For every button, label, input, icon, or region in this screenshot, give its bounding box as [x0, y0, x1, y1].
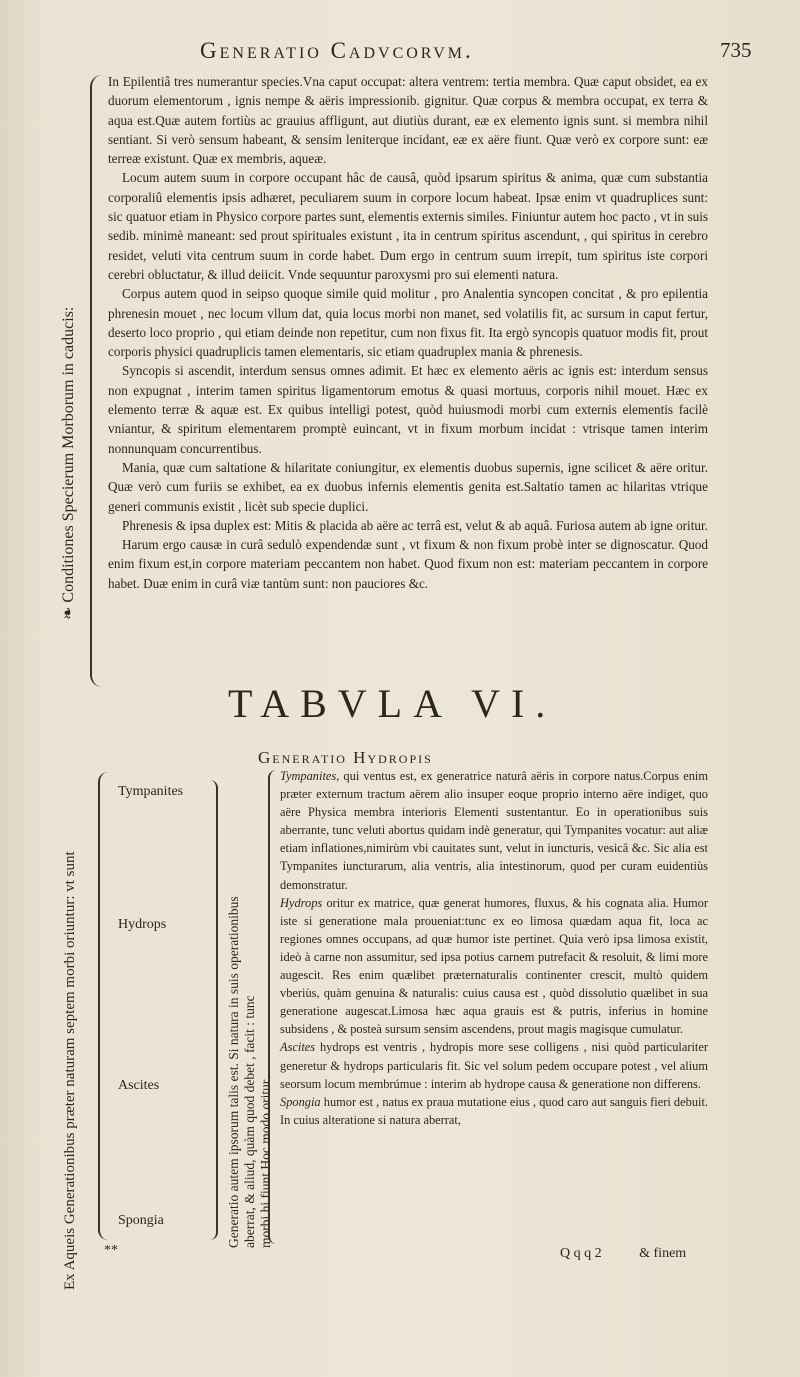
- table-entries: [280, 767, 708, 1129]
- brace: [98, 772, 110, 1240]
- paragraph: Harum ergo causæ in curâ sedulò expendendæ sunt , vt fixum & non fixum probè inter se dignoscatur. Quod enim fixum est,in corpore materiam peccantem non habet. Quod fixum non est: materiam peccantem in corpore habet. Duæ enim in curâ viæ tantùm sunt: non pauciores &c.: [108, 537, 708, 591]
- paragraph: Corpus autem quod in seipso quoque simile quid molitur , pro Analentia syncopen concitat , & pro epilentia phrenesin mouet , nec locum vllum dat, quia locus morbi non manet, sed volatilis fit, ac sursum in caput fertur, deserto loco proprio , qui etiam deinde non repetitur, cum non fixus fit. Ita ergò syncopis quatuor modis fit, prout corporis physici quadruplicis tamen elementaris, sic etiam quadruplex mania & phrenesis.: [108, 286, 708, 360]
- term-hydrops: Hydrops: [118, 917, 167, 932]
- page-number: 735: [720, 38, 752, 62]
- table-subtitle: Generatio Hydropis: [258, 748, 433, 767]
- entry: Tympanites, qui ventus est, ex generatrice naturâ aëris in corpore natus.Corpus enim præter externum tractum aërem alio insuper eoque proprio interno aëre indiget, quo aëre Physica membra interioris Elementi sustentantur. Eo in operationibus suis aberrante, tunc veluti abortus quidam indè generatur, qui Tympanites vocatur: aut aliæ etiam inflationes,nimirùm vbi cauitates sunt, velut in iuncturis, vesicâ &c. Sic alia est Tympanites iuncturarum, alia ventris, alia intestinorum, quod per curam euidentiùs demonstratur.: [280, 769, 708, 892]
- paragraph: Syncopis si ascendit, interdum sensus omnes adimit. Et hæc ex elemento aëris ac ignis est: interdum sensus non expugnat , interim tamen spiritus ligamentorum emotus & quasi mortuus, corporis nihil mouet. Hæc ex elemento terræ & aquæ est. Ex quibus intelligi potest, quòd huiusmodi morbi cum externis elementis facilè vniantur, & spiritum elementarem promptè euincant, vt in fixum morbum incidat : vtrisque tamen interim nonnunquam concurrentibus.: [108, 363, 708, 456]
- entry: Spongia humor est , natus ex praua mutatione eius , quod caro aut sanguis fieri debuit. In cuius alteratione si natura aberrat,: [280, 1094, 708, 1127]
- table-title: TABVLA VI.: [228, 681, 557, 726]
- entry: Ascites hydrops est ventris , hydropis more sese colligens , nisi quòd particulariter generetur & hydrops particularis fit. Sic vel solum pedem occupare potest , vel alium seorsum locum membrúmue : interim ab hydrope causa & generatione non differens.: [280, 1040, 708, 1091]
- term-spongia: Spongia: [118, 1213, 164, 1228]
- brace: [208, 780, 218, 1240]
- middle-vertical-caption: morbi hi fiunt.Hoc modo oritur: [258, 1079, 273, 1248]
- page: Generatio Cadvcorvm. 735 ❧ Conditiones Specierum Morborum in caducis: In Epilentiâ tres numerantur species.Vna caput occupat: altera ventrem: tertia membra. Quæ caput obsidet, ea ex duorum elementorum , ignis nempe & aëris impressionib. gignitur. Quæ corpus & membra occupat, ex terra & aqua est.Quæ autem fortiùs ac grauius affligunt, aut diutiùs durant, eæ ex elemento ignis sunt. si membra nihil sentiant. Si verò sensum habeant, & sensim leniterque incidant, eæ ex aëre fiunt. Quæ verò ex corpore sunt: eæ terreæ existunt. Quæ ex membris, aqueæ. Locum autem suum in corpore occupant hâc de causâ, quòd ipsarum spiritus & anima, quæ cum substantia corporaliû elementis ipsis adhæret, peculiarem suum in corpore locum habeat. Ipsæ enim vt quadruplices sunt: sic quatuor etiam in Physico corpore partes sunt, elementis externis similes. Finiuntur autem hoc pacto , vt in suis sedib. minimè maneant: sed prout spirituales existunt , ita in centrum spiritus ascendunt, , qui spiritus in cerebro residet, veluti vita centrum suum in corde habet. Dum ergo in centrum suum irrepit, tum spiritus iste corpori cerebri obluctatur, & illud deiicit. Vnde sequuntur paroxysmi pro sui elementi natura. Corpus autem quod in seipso quoque simile quid molitur , pro Analentia syncopen concitat , & pro epilentia phrenesin mouet , nec locum vllum dat, quia locus morbi non manet, sed volatilis fit, ac sursum in caput fertur, deserto loco proprio , qui etiam deinde non repetitur, cum non fixus fit. Ita ergò syncopis quatuor modis fit, prout corporis physici quadruplicis tamen elementaris, sic etiam quadruplex mania & phrenesis. Syncopis si ascendit, interdum sensus omnes adimit. Et hæc ex elemento aëris ac ignis est: interdum sensus non expugnat , interim tamen spiritus ligamentorum emotus & quasi mortuus, corporis nihil mouet. Hæc ex elemento terræ & aquæ est. Ex quibus intelligi potest, quòd huiusmodi morbi cum externis elementis facilè vniantur, & spiritum elementarem promptè euincant, vt in fixum morbum incidat : vtrisque tamen interim nonnunquam concurrentibus. Mania, quæ cum saltatione & hilaritate coniungitur, ex elementis duobus supernis, igne scilicet & aëre oritur. Quæ verò cum furiis se exhibet, ea ex duobus infernis elementis genita est.Saltatio tamen ac hilaritas vtrique generi communis existit , licèt sub specie duplici. Phrenesis & ipsa duplex est: Mitis & placida ab aëre ac terrâ est, velut & ab aquâ. Furiosa autem ab igne oritur. Harum ergo causæ in curâ sedulò expendendæ sunt , vt fixum & non fixum probè inter se dignoscatur. Quod enim fixum est,in corpore materiam peccantem non habet. Quod fixum non est: materiam peccantem in corpore habet. Duæ enim in curâ viæ tantùm sunt: non pauciores &c. TABVLA VI. Generatio Hydropis Ex Aqueis Generationibus præter naturam septem morbi oriuntur: vt sunt ** Tympanites Hydrops Ascites Spongia Generatio autem ipsorum talis est. Si natura in suis operationibus aberrat, & aliud, quàm quod debet , facit : tunc morbi hi fiunt.Hoc modo oritur Tympanites, qui ventus est, ex generatrice naturâ aëris in corpore natus.Corpus enim præter externum tractum aërem alio insuper eoque proprio interno aëre indiget, quo aëre Physica membra interioris Elementi sustentantur. Eo in operationibus suis aberrante, tunc veluti abortus quidam indè generatur, qui Tympanites vocatur: aut aliæ etiam inflationes,nimirùm vbi cauitates sunt, velut in iuncturis, vesicâ &c. Sic alia est Tympanites iuncturarum, alia ventris, alia intestinorum, quod per curam euidentiùs demonstratur. Hydrops oritur ex matrice, quæ generat humores, fluxus, & his cognata alia. Humor iste si generatione mala proueniat:tunc ex eo limosa quædam aqua fit, loca ac regiones omnes occupans, ad quæ humor iste pertinet. Quia verò ipsa limosa existit, ideò à carne non assumitur, sed ipsa potius carnem putrefacit & resoluit, & limi more augescit. Res enim quælibet præternaturalis continenter crescit, multò quidem vberiùs, quàm genuina & naturalis: cuius causa est , quòd dissolutio quælibet in sua generatione augescat.Limosa hæc aqua grauis est & putris, inferius in homine subsidens , & posteà sursum sensim ascendens, prout magis magisque cumulatur. Ascites hydrops est ventris , hydropis more sese colligens , nisi quòd particulariter generetur & hydrops particularis fit. Sic vel solum pedem occupare potest , vel alium seorsum locum membrúmue : interim ab hydrope causa & generatione non differens. Spongia humor est , natus ex praua mutatione eius , quod caro aut sanguis fieri debuit. In cuius alteratione si natura aberrat, Q q q 2 & finem: [0, 0, 800, 1377]
- left-vertical-caption: Ex Aqueis Generationibus præter naturam septem morbi oriuntur: vt sunt: [62, 851, 78, 1290]
- paragraph: Mania, quæ cum saltatione & hilaritate coniungitur, ex elementis duobus supernis, igne scilicet & aëre oritur. Quæ verò cum furiis se exhibet, ea ex duobus infernis elementis genita est.Saltatio tamen ac hilaritas vtrique generi communis existit , licèt sub specie duplici.: [108, 459, 708, 514]
- term-tympanites: Tympanites: [118, 784, 184, 799]
- section-body: [108, 72, 708, 593]
- brace: [90, 75, 108, 687]
- middle-vertical-caption: aberrat, & aliud, quàm quod debet , facit : tunc: [242, 995, 257, 1248]
- footer-line: [560, 1246, 686, 1262]
- paragraph: Phrenesis & ipsa duplex est: Mitis & placida ab aëre ac terrâ est, velut & ab aquâ. Furiosa autem ab igne oritur.: [122, 517, 708, 533]
- brace: [268, 770, 278, 1244]
- signature-mark: Q q q 2: [560, 1246, 602, 1261]
- entry: Hydrops oritur ex matrice, quæ generat humores, fluxus, & his cognata alia. Humor iste si generatione mala proueniat:tunc ex eo limosa quædam aqua fit, loca ac regiones omnes occupans, ad quæ humor iste pertinet. Quia verò ipsa limosa existit, ideò à carne non assumitur, sed ipsa potius carnem putrefacit & resoluit, & limi more augescit. Res enim quælibet præternaturalis continenter crescit, multò quidem vberiùs, quàm genuina & naturalis: cuius causa est , quòd dissolutio quælibet in sua generatione augescat.Limosa hæc aqua grauis est & putris, inferius in homine subsidens , & posteà sursum sensim ascendens, prout magis magisque cumulatur.: [280, 895, 708, 1037]
- term-ascites: Ascites: [118, 1078, 160, 1093]
- paragraph: Locum autem suum in corpore occupant hâc de causâ, quòd ipsarum spiritus & anima, quæ cum substantia corporaliû elementis ipsis adhæret, peculiarem suum in corpore locum habeat. Ipsæ enim vt quadruplices sunt: sic quatuor etiam in Physico corpore partes sunt, elementis externis similes. Finiuntur autem hoc pacto , vt in suis sedib. minimè maneant: sed prout spirituales existunt , ita in centrum spiritus ascendunt, , qui spiritus in cerebro residet, veluti vita centrum suum in corde habet. Dum ergo in centrum suum irrepit, tum spiritus iste corpori cerebri obluctatur, & illud deiicit. Vnde sequuntur paroxysmi pro sui elementi natura.: [108, 170, 708, 282]
- paragraph: In Epilentiâ tres numerantur species.Vna caput occupat: altera ventrem: tertia membra. Quæ caput obsidet, ea ex duorum elementorum , ignis nempe & aëris impressionib. gignitur. Quæ corpus & membra occupat, ex terra & aqua est.Quæ autem fortiùs ac grauius affligunt, aut diutiùs durant, eæ ex elemento ignis sunt. si membra nihil sentiant. Si verò sensum habeant, & sensim leniterque incidant, eæ ex aëre fiunt. Quæ verò ex corpore sunt: eæ terreæ existunt. Quæ ex membris, aqueæ.: [108, 74, 708, 167]
- middle-vertical-caption: Generatio autem ipsorum talis est. Si natura in suis operationibus: [226, 896, 241, 1248]
- side-title: ❧ Conditiones Specierum Morborum in caducis:: [60, 306, 77, 620]
- stars-mark: **: [104, 1243, 118, 1258]
- catchword: & finem: [639, 1246, 687, 1261]
